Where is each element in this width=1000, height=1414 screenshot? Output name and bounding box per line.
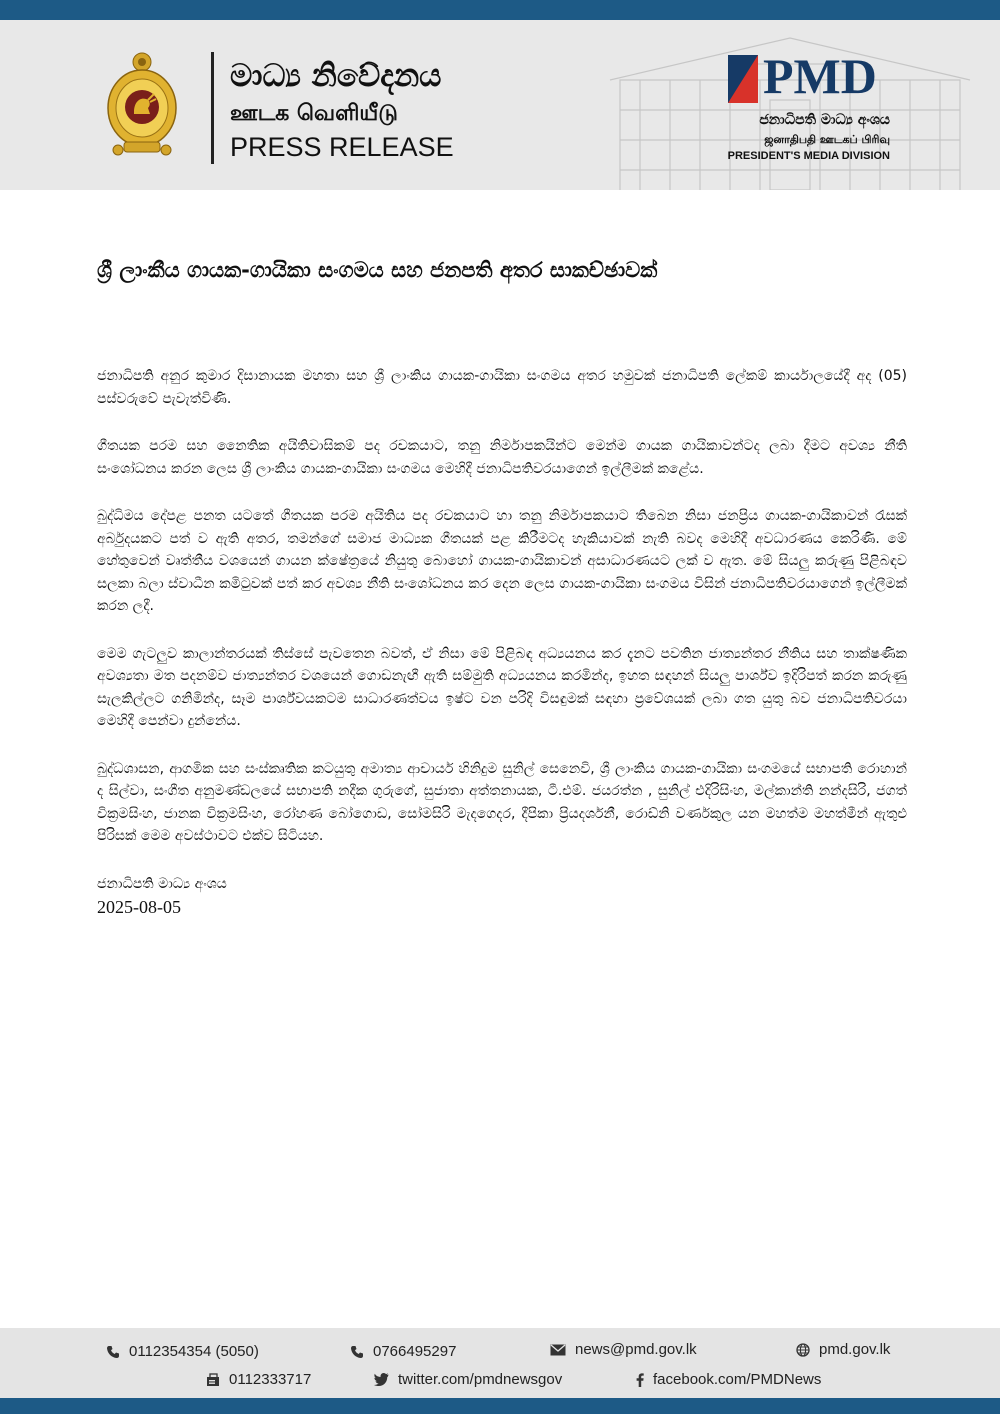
pmd-logo-text: PMD — [763, 48, 877, 104]
twitter-text[interactable]: twitter.com/pmdnewsgov — [398, 1371, 563, 1388]
globe-icon — [796, 1343, 810, 1357]
division-name-tamil: ஜனாதிபதி ஊடகப் பிரிவு — [764, 133, 890, 146]
facebook-icon — [636, 1373, 644, 1387]
footer-email[interactable] — [550, 1341, 697, 1358]
signature-office: ජනාධිපති මාධ්‍ය අංශය — [97, 875, 227, 892]
press-release-title-english: PRESS RELEASE — [230, 132, 454, 162]
contact-footer — [0, 1328, 1000, 1398]
fax-icon — [206, 1373, 220, 1387]
phone-2-text: 0766495297 — [373, 1343, 457, 1360]
email-text[interactable]: news@pmd.gov.lk — [575, 1341, 697, 1358]
footer-phone-2 — [350, 1343, 456, 1360]
division-name-english: PRESIDENT'S MEDIA DIVISION — [727, 150, 890, 162]
document-title: ශ්‍රී ලාංකීය ගායක-ගායිකා සංගමය සහ ජනපති අතර සාකච්ඡාවක් — [97, 258, 658, 282]
phone-icon — [350, 1345, 364, 1359]
pmd-logo-mark-icon — [728, 55, 758, 103]
footer-phone-1 — [106, 1343, 259, 1360]
mail-icon — [550, 1344, 566, 1356]
sri-lanka-emblem-icon — [104, 50, 180, 160]
phone-icon — [106, 1345, 120, 1359]
press-release-title-tamil: ஊடக வெளியீடு — [230, 101, 398, 126]
letterhead — [0, 20, 1000, 190]
body-paragraph: බුද්ධශාසන, ආගමික සහ සංස්කෘතික කටයුතු අමාත්‍ය ආචාර්ය හිනිදුම සුනිල් සෙනෙවි, ශ්‍රී ලාංකිය ගායක-ගායිකා සංගමයේ සභාපති රොහාන් ද සිල්වා, සංගීත අනුමණ්ඩලයේ සභාපති නදීක ගුරුගේ, සුජාතා අත්තනායක, ටී.එම්. ජයරත්න , සුනිල් එදිරිසිංහ, මල්කාන්ති නන්දසිරි, ජගත් වික්‍රමසිංහ, ජානක වික්‍රමසිංහ, රෝහණ බෝගොඩ, සෝමසිරි මැදගෙදර, දීපිකා ප්‍රියදර්ශනී, රොඩ්නි වර්ණකුල යන මහත්ම මහත්මීන් ඇතුළු පිරිසක් මෙම අවස්ථාවට එක්ව සිටියහ. — [97, 760, 907, 844]
footer-facebook[interactable] — [636, 1371, 821, 1388]
footer-fax — [206, 1371, 311, 1388]
website-text[interactable]: pmd.gov.lk — [819, 1341, 891, 1358]
document-body — [97, 365, 907, 919]
body-paragraph: බුද්ධිමය දේපළ පනත යටතේ ගීතයක පරම අයිතිය පද රචකයාට හා තනු නිර්මාපකයාට තිබෙන නිසා ජනප්‍රිය ගායක-ගායිකාවන් රැසක් අර්බුදයකට පත් ව ඇති අතර, තමන්ගේ සමාජ මාධ්‍යක ගීතයක් පළ කිරීමටද හැකියාවක් නැති බවද මෙහිදී අවධාරණය කෙරිණි. මේ හේතුවෙන් වෘත්තීය වශයෙන් ගායන ක්ෂේත්‍රයේ නියුතු බොහෝ ගායක-ගායිකාවන් අසාධාරණයට ලක් ව ඇත. මේ සියලු කරුණු පිළිබඳව සලකා බලා ස්වාධීන කමිටුවක් පත් කර අවශ්‍ය නීති සංශෝධනය කර දෙන ලෙස ගායක-ගායිකා සංගමය විසින් ජනාධිපතිවරයාගෙන් ඉල්ලීමක් කරන ලදී. — [97, 508, 907, 614]
division-name-sinhala: ජනාධිපති මාධ්‍ය අංශය — [759, 112, 890, 128]
fax-text: 0112333717 — [229, 1371, 312, 1388]
release-date: 2025-08-05 — [97, 896, 181, 917]
twitter-icon — [374, 1373, 389, 1386]
footer-twitter[interactable] — [374, 1371, 562, 1388]
body-paragraph: ජනාධිපති අනුර කුමාර දිසානායක මහතා සහ ශ්‍රී ලාංකිය ගායක-ගායිකා සංගමය අතර හමුවක් ජනාධිපති ලේකම් කාර්යාලයේදී අද (05) පස්වරුවේ පැවැත්විණි. — [97, 368, 907, 407]
phone-1-text: 0112354354 (5050) — [129, 1343, 259, 1360]
press-release-title-sinhala: මාධ්‍ය නිවේදනය — [230, 58, 442, 94]
top-accent-bar — [0, 0, 1000, 20]
header-divider — [211, 52, 214, 164]
footer-website[interactable] — [796, 1341, 890, 1358]
facebook-text[interactable]: facebook.com/PMDNews — [653, 1371, 822, 1388]
body-paragraph: ගීතයක පරම සහ නෛතික අයිතිවාසිකම් පද රචකයාට, තනු නිර්මාපකයින්ට මෙන්ම ගායක ගායිකාවන්ටද ලබා දීමට අවශ්‍ය නීති සංශෝධනය කරන ලෙස ශ්‍රී ලාංකිය ගායක-ගායිකා සංගමය මෙහිදී ජනාධිපතිවරයාගෙන් ඉල්ලීමක් කළේය. — [97, 438, 907, 477]
body-paragraph: මෙම ගැටලුව කාලාන්තරයක් තිස්සේ පැවතෙන බවත්, ඒ නිසා මේ පිළිබඳ අධ්‍යයනය කර දැනට පවතින ජාත්‍යන්තර නීතිය සහ තාක්ෂණික අවශ්‍යතා මත පදනම්ව ජාත්‍යන්තර වශයෙන් ගොඩනැඟී ඇති සම්මුති අධ්‍යයනය කරමින්ද, ඉහත සඳහන් සියලු පාර්ශ්ව ඉදිරිපත් කරන කරුණු සැලකිල්ලට ගනිමින්ද, සෑම පාර්ශ්වයකටම සාධාරණත්වය ඉෂ්ට වන පරිදි විසඳුමක් සඳහා ප්‍රවේශයක් ලබා ගත යුතු බව ජනාධිපතිවරයා මෙහිදී පෙන්වා දුන්නේය. — [97, 645, 907, 729]
bottom-accent-bar — [0, 1398, 1000, 1414]
